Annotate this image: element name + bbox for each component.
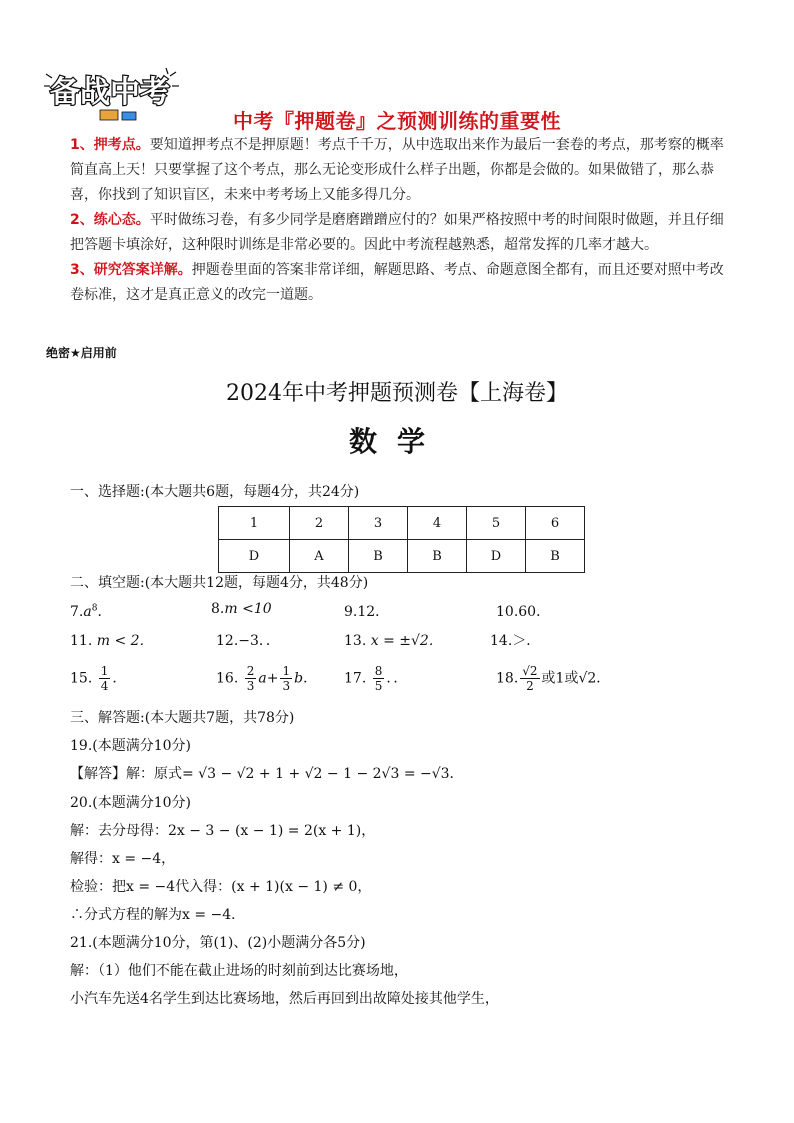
q20-heading: 20.(本题满分10分) bbox=[70, 795, 192, 811]
answer-table-answers: D A B B D B bbox=[219, 540, 585, 573]
promo-item-3: 3、研究答案详解。押题卷里面的答案非常详细，解题思路、考点、命题意图全都有，而且还要对照中考改卷标准，这才是真正意义的改完一道题。 bbox=[70, 262, 724, 303]
answer-9: 9.12． bbox=[344, 604, 390, 620]
answer-17: 17. $\frac{8}{5}$ ．． bbox=[344, 664, 408, 693]
promo-text bbox=[70, 133, 734, 308]
answer-12: 12.−3．． bbox=[216, 633, 280, 649]
q21-step-2: 小汽车先送4名学生到达比赛场地，然后再回到出故障处接其他学生， bbox=[70, 991, 499, 1007]
section3-heading: 三、解答题:(本大题共7题，共78分) bbox=[70, 710, 295, 726]
answer-11: 11. m < 2． bbox=[70, 633, 154, 649]
answer-table-numbers: 1 2 3 4 5 6 bbox=[219, 507, 585, 540]
promo-item-2: 2、练心态。平时做练习卷，有多少同学是磨磨蹭蹭应付的？如果严格按照中考的时间限时做题，并且仔细把答题卡填涂好，这种限时训练是非常必要的。因此中考流程越熟悉，超常发挥的几率才越大。 bbox=[70, 212, 724, 253]
answer-7: $7.a^8$． bbox=[70, 603, 112, 620]
q20-step-1: 解：去分母得：2x − 3 − (x − 1) = 2(x + 1)， bbox=[70, 823, 376, 839]
answer-18: 18. $\frac{√2}{2}$ 或1或√2． bbox=[496, 664, 611, 693]
answer-8: 8.m <10 bbox=[211, 601, 272, 617]
answer-10: 10.60． bbox=[496, 604, 551, 620]
logo-text: 备战中考 bbox=[50, 75, 170, 110]
q20-step-3: 检验：把x = −4代入得：(x + 1)(x − 1) ≠ 0， bbox=[70, 879, 372, 895]
answer-13: 13. x = ±√2． bbox=[344, 633, 443, 649]
answer-16: 16. $\frac{2}{3}$ a+ $\frac{1}{3}$ b． bbox=[216, 664, 318, 693]
section1-heading: 一、选择题:(本大题共6题，每题4分，共24分) bbox=[70, 484, 360, 500]
answer-14: 14.＞． bbox=[490, 633, 541, 649]
promo-item-1: 1、押考点。要知道押考点不是押原题！考点千千万，从中选取出来作为最后一套卷的考点，那考察的概率简直高上天！只要掌握了这个考点，那么无论变形成什么样子出题，你都是会做的。如果做错了，那么恭喜，你找到了知识盲区，未来中考考场上又能多得几分。 bbox=[70, 137, 724, 203]
section2-heading: 二、填空题:(本大题共12题，每题4分，共48分) bbox=[70, 575, 369, 591]
q20-step-2: 解得：x = −4， bbox=[70, 851, 176, 867]
q19-solution: 【解答】解：原式= √3 − √2 + 1 + √2 − 1 − 2√3 = −√3． bbox=[70, 766, 464, 782]
q20-conclusion: ∴分式方程的解为x = −4． bbox=[70, 907, 246, 923]
q19-heading: 19.(本题满分10分) bbox=[70, 738, 192, 754]
promo-title: 中考『押题卷』之预测训练的重要性 bbox=[233, 109, 561, 133]
subject-title: 数学 bbox=[348, 425, 445, 458]
secret-label: 绝密★启用前 bbox=[46, 346, 117, 360]
answer-15: 15. $\frac{1}{4}$ ． bbox=[70, 664, 127, 693]
q21-step-1: 解：（1）他们不能在截止进场的时刻前到达比赛场地， bbox=[70, 963, 408, 979]
exam-title: 2024年中考押题预测卷【上海卷】 bbox=[226, 381, 568, 406]
answer-table bbox=[218, 506, 585, 573]
q21-heading: 21.(本题满分10分，第(1)、(2)小题满分各5分) bbox=[70, 935, 366, 951]
